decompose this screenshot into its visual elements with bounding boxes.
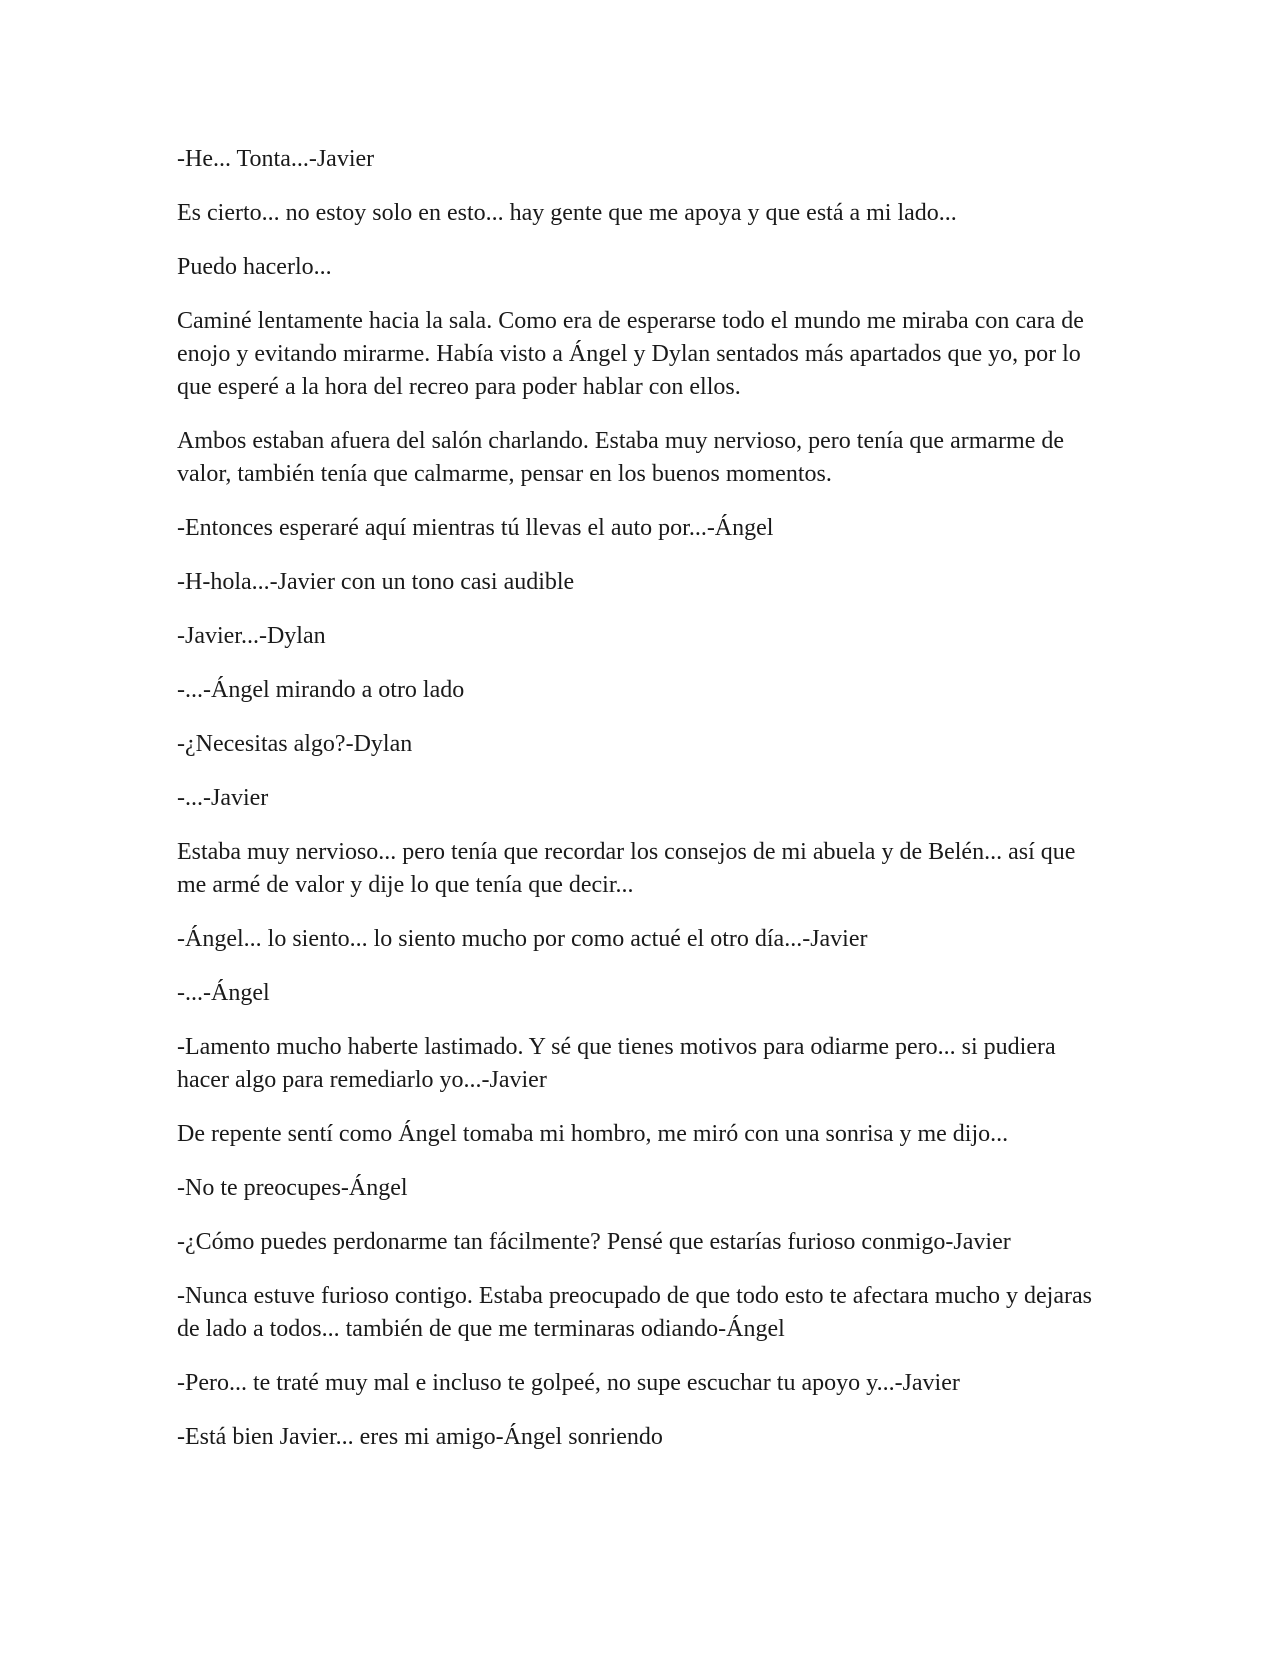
paragraph-15: -Lamento mucho haberte lastimado. Y sé que tienes motivos para odiarme pero... si pudiera hacer algo para remediarlo yo...-Javier (177, 1034, 1056, 1093)
paragraph-1: -He... Tonta...-Javier (177, 146, 375, 172)
paragraph-5: Ambos estaban afuera del salón charlando. Estaba muy nervioso, pero tenía que armarme de valor, también tenía que calmarme, pensar en los buenos momentos. (177, 428, 1065, 487)
document-body (177, 143, 1107, 1475)
paragraph-10: -¿Necesitas algo?-Dylan (177, 731, 413, 757)
paragraph-16: De repente sentí como Ángel tomaba mi hombro, me miró con una sonrisa y me dijo... (177, 1121, 1009, 1147)
paragraph-11: -...-Javier (177, 785, 269, 811)
paragraph-12: Estaba muy nervioso... pero tenía que recordar los consejos de mi abuela y de Belén... así que me armé de valor y dije lo que tenía que decir... (177, 839, 1076, 898)
paragraph-17: -No te preocupes-Ángel (177, 1175, 408, 1201)
paragraph-8: -Javier...-Dylan (177, 623, 326, 649)
paragraph-2: Es cierto... no estoy solo en esto... hay gente que me apoya y que está a mi lado... (177, 200, 957, 226)
paragraph-14: -...-Ángel (177, 980, 270, 1006)
paragraph-7: -H-hola...-Javier con un tono casi audible (177, 569, 575, 595)
paragraph-18: -¿Cómo puedes perdonarme tan fácilmente? Pensé que estarías furioso conmigo-Javier (177, 1229, 1011, 1255)
paragraph-6: -Entonces esperaré aquí mientras tú llevas el auto por...-Ángel (177, 515, 774, 541)
paragraph-19: -Nunca estuve furioso contigo. Estaba preocupado de que todo esto te afectara mucho y dejaras de lado a todos... también de que me terminaras odiando-Ángel (177, 1283, 1092, 1342)
paragraph-20: -Pero... te traté muy mal e incluso te golpeé, no supe escuchar tu apoyo y...-Javier (177, 1370, 960, 1396)
paragraph-9: -...-Ángel mirando a otro lado (177, 677, 465, 703)
paragraph-13: -Ángel... lo siento... lo siento mucho por como actué el otro día...-Javier (177, 926, 868, 952)
paragraph-21: -Está bien Javier... eres mi amigo-Ángel sonriendo (177, 1424, 663, 1450)
paragraph-3: Puedo hacerlo... (177, 254, 332, 280)
paragraph-4: Caminé lentamente hacia la sala. Como era de esperarse todo el mundo me miraba con cara de enojo y evitando mirarme. Había visto a Ángel y Dylan sentados más apartados que yo, por lo que esperé a la hora del recreo para poder hablar con ellos. (177, 308, 1084, 400)
